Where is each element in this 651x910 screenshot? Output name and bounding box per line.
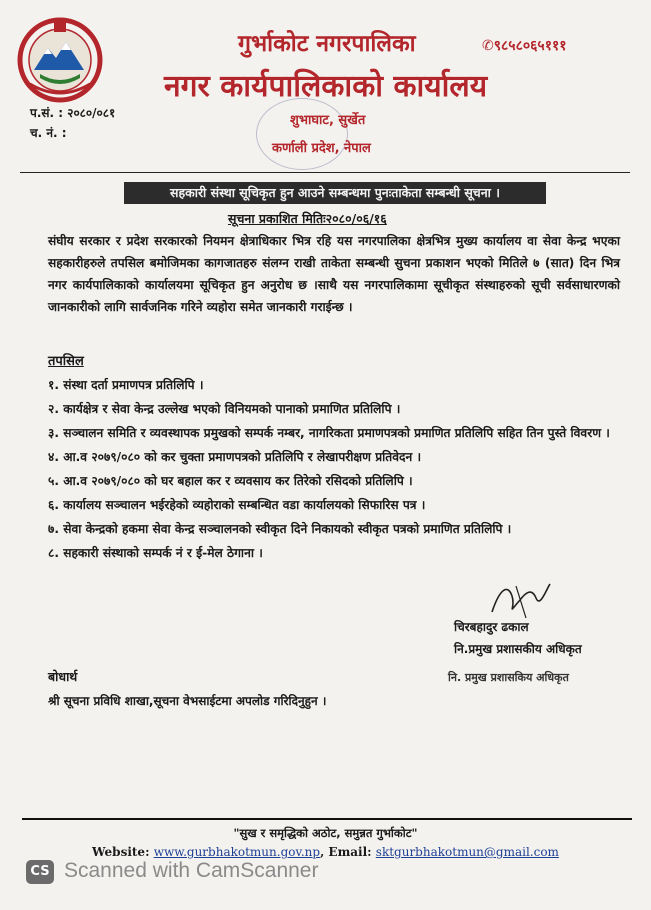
website-link[interactable]: www.gurbhakotmun.gov.np	[153, 845, 321, 859]
website-label: Website:	[92, 845, 150, 859]
footer-contact	[0, 845, 651, 859]
signature-icon	[486, 578, 556, 622]
list-item: २. कार्यक्षेत्र र सेवा केन्द्र उल्लेख भएको विनियमको पानाको प्रमाणित प्रतिलिपि ।	[48, 402, 401, 416]
address-line-2: कर्णाली प्रदेश, नेपाल	[272, 141, 371, 156]
dispatch-number: च. नं. :	[30, 126, 67, 140]
list-item: ५. आ.व २०७९/०८० को घर बहाल कर र व्यवसाय कर तिरेको रसिदको प्रतिलिपि ।	[48, 474, 413, 488]
reference-number: प.सं. : २०८०/०८१	[30, 106, 116, 120]
footer-divider	[22, 818, 632, 820]
footer-slogan: "सुख र समृद्धिको अठोट, समुन्नत गुर्भाकोट"	[233, 826, 418, 840]
list-item: १. संस्था दर्ता प्रमाणपत्र प्रतिलिपि ।	[48, 378, 204, 392]
header-divider	[20, 172, 630, 173]
signatory-stamp: नि. प्रमुख प्रशासकिय अधिकृत	[448, 671, 569, 684]
list-item: ४. आ.व २०७९/०८० को कर चुक्ता प्रमाणपत्रको प्रतिलिपि र लेखापरीक्षण प्रतिवेदन ।	[48, 450, 422, 464]
cc-label: बोधार्थ	[48, 669, 78, 684]
cc-note: श्री सूचना प्रविधि शाखा,सूचना वेभसाईटमा अपलोड गरिदिनुहुन ।	[48, 694, 327, 708]
faint-stamp-icon	[256, 98, 348, 170]
published-date: सूचना प्रकाशित मितिः२०८०/०६/१६	[228, 211, 387, 226]
address-line-1: शुभाघाट, सुर्खेत	[290, 113, 366, 128]
signatory-name: चिरबहादुर ढकाल	[454, 620, 529, 634]
nepal-emblem-icon	[14, 12, 106, 104]
notice-subject: सहकारी संस्था सूचिकृत हुन आउने सम्बन्धमा पुनःताकेता सम्बन्धी सूचना ।	[124, 182, 546, 204]
list-item: ७. सेवा केन्द्रको हकमा सेवा केन्द्र सञ्चालनको स्वीकृत दिने निकायको स्वीकृत पत्रको प्रमाणित प्रतिलिपि ।	[48, 522, 512, 536]
municipality-name: गुर्भाकोट नगरपालिका	[238, 30, 416, 57]
list-item: ८. सहकारी संस्थाको सम्पर्क नं र ई-मेल ठेगाना ।	[48, 546, 263, 560]
tapsil-heading: तपसिल	[48, 354, 84, 369]
email-label: , Email:	[320, 845, 372, 859]
camscanner-logo-icon: CS	[26, 860, 54, 884]
scanner-watermark: Scanned with CamScanner	[64, 859, 319, 882]
phone-number: ✆९८५८०६५१११	[482, 38, 567, 54]
office-name: नगर कार्यपालिकाको कार्यालय	[164, 69, 488, 104]
signatory-title: नि.प्रमुख प्रशासकीय अधिकृत	[454, 642, 582, 656]
notice-body: संघीय सरकार र प्रदेश सरकारको नियमन क्षेत्राधिकार भित्र रहि यस नगरपालिका क्षेत्रभित्र मुख्य कार्यालय वा सेवा केन्द्र भएका सहकारीहरुले तपसिल बमोजिमका कागजातहरु संलग्न राखी ताकेता सम्बन्धी सुचना प्रकाशन भएको मितिले ७ (सात) दिन भित्र नगर कार्यपालिकाको कार्यालयमा सूचिकृत हुन अनुरोध छ ।साथै यस नगरपालिकामा सूचीकृत संस्थाहरुको सूची सर्वसाधारणको जानकारीको लागि सार्वजनिक गरिने व्यहोरा समेत जानकारी गराईन्छ ।	[48, 234, 620, 314]
requirements-list	[48, 373, 626, 565]
list-item: ६. कार्यालय सञ्चालन भईरहेको व्यहोराको सम्बन्धित वडा कार्यालयको सिफारिस पत्र ।	[48, 498, 426, 512]
email-link[interactable]: sktgurbhakotmun@gmail.com	[375, 845, 559, 859]
list-item: ३. सञ्चालन समिति र व्यवस्थापक प्रमुखको सम्पर्क नम्बर, नागरिकता प्रमाणपत्रको प्रमाणित प्रतिलिपि सहित तिन पुस्ते विवरण ।	[48, 426, 610, 440]
